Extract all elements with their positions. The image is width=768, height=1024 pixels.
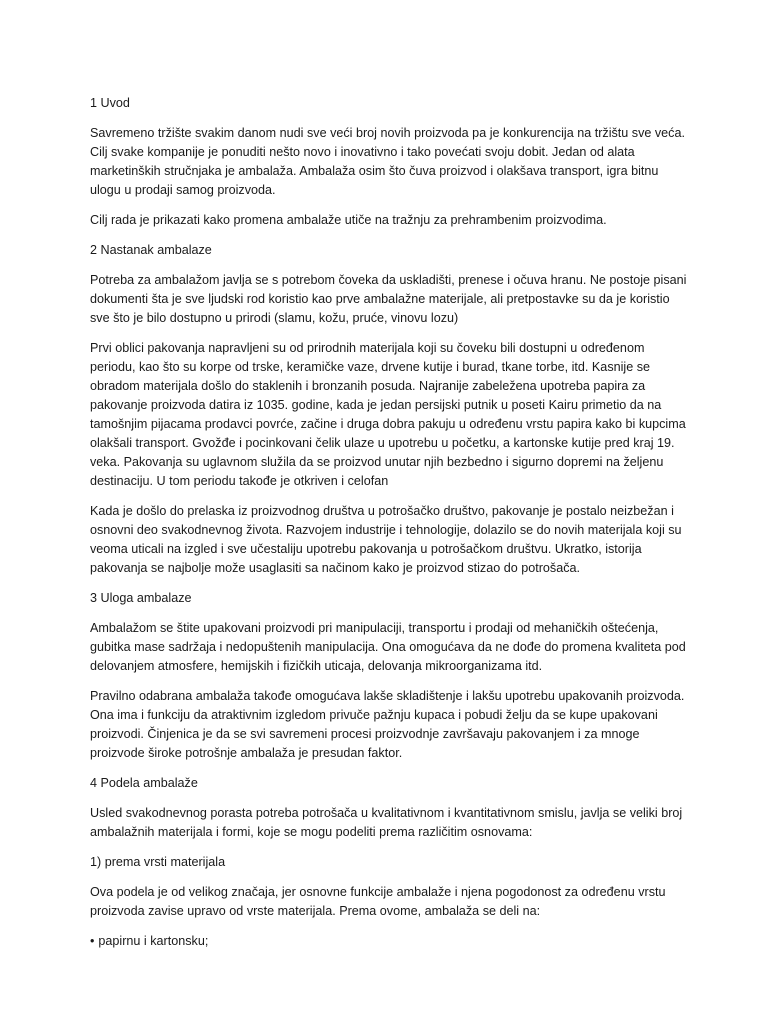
paragraph: Savremeno tržište svakim danom nudi sve veći broj novih proizvoda pa je konkurencija na tržištu sve veća. Cilj svake kompanije je ponuditi nešto novo i inovativno i tako povećati svoju dobit. Jedan od alata marketinških stručnjaka je ambalaža. Ambalaža osim što čuva proizvod i olakšava transport, igra bitnu ulogu u prodaji samog proizvoda. (90, 126, 685, 197)
paragraph: Ambalažom se štite upakovani proizvodi pri manipulaciji, transportu i prodaji od mehaničkih oštećenja, gubitka mase sadržaja i nedopuštenih manipulacija. Ona omogućava da ne dođe do promena kvaliteta pod delovanjem atmosfere, hemijskih i fizičkih uticaja, delovanja mikroorganizama itd. (90, 621, 686, 673)
paragraph: Kada je došlo do prelaska iz proizvodnog društva u potrošačko društvo, pakovanje je postalo neizbežan i osnovni deo svakodnevnog života. Razvojem industrije i tehnologije, dolazilo se do novih materijala koji su veoma uticali na izgled i sve učestaliju upotrebu pakovanja u potrošačkom društvu. Ukratko, istorija pakovanja se najbolje može usaglasiti sa načinom kako je proizvod stizao do potrošača. (90, 504, 682, 575)
section-heading-podela-ambalaze: 4 Podela ambalaže (90, 776, 198, 790)
bullet-item (90, 932, 690, 951)
bullet-text: papirnu i kartonsku; (98, 934, 209, 948)
section-heading-uvod: 1 Uvod (90, 96, 130, 110)
paragraph: Ova podela je od velikog značaja, jer osnovne funkcije ambalaže i njena pogodonost za određenu vrstu proizvoda zavise upravo od vrste materijala. Prema ovome, ambalaža se deli na: (90, 885, 666, 918)
paragraph: Prvi oblici pakovanja napravljeni su od prirodnih materijala koji su čoveku bili dostupni u određenom periodu, kao što su korpe od trske, keramičke vaze, drvene kutije i burad, tkane torbe, itd. Kasnije se obradom materijala došlo do staklenih i bronzanih posuda. Najranije zabeležena upotreba papira za pakovanje proizvoda datira iz 1035. godine, kada je jedan persijski putnik u poseti Kairu primetio da na tamošnjim pijacama prodavci povrće, začine i druga dobra pakuju u određenu vrstu papira kako bi kupcima olakšali transport. Gvožđe i pocinkovani čelik ulaze u upotrebu u početku, a kartonske kutije pred kraj 19. veka. Pakovanja su uglavnom služila da se proizvod unutar njih bezbedno i sigurno dopremi na željenu destinaciju. U tom periodu takođe je otkriven i celofan (90, 341, 686, 488)
section-heading-nastanak-ambalaze: 2 Nastanak ambalaze (90, 243, 212, 257)
paragraph: Usled svakodnevnog porasta potreba potrošača u kvalitativnom i kvantitativnom smislu, javlja se veliki broj ambalažnih materijala i formi, koje se mogu podeliti prema različitim osnovama: (90, 806, 683, 839)
section-heading-uloga-ambalaze: 3 Uloga ambalaze (90, 591, 192, 605)
document-page (90, 94, 690, 962)
paragraph: Potreba za ambalažom javlja se s potrebom čoveka da uskladišti, prenese i očuva hranu. Ne postoje pisani dokumenti šta je sve ljudski rod koristio kao prve ambalažne materijale, ali pretpostavke su da je koristio sve što je bilo dostupno u prirodi (slamu, kožu, pruće, vinovu lozu) (90, 273, 687, 325)
paragraph: Pravilno odabrana ambalaža takođe omogućava lakše skladištenje i lakšu upotrebu upakovanih proizvoda. Ona ima i funkciju da atraktivnim izgledom privuče pažnju kupaca i pobudi želju da se kupe upakovani proizvodi. Činjenica je da se svi savremeni procesi proizvodnje završavaju pakovanjem i za mnoge proizvode široke potrošnje ambalaža je presudan faktor. (90, 689, 685, 760)
paragraph: Cilj rada je prikazati kako promena ambalaže utiče na tražnju za prehrambenim proizvodima. (90, 213, 607, 227)
bullet-marker: • (90, 934, 95, 948)
subsection-heading-prema-vrsti-materijala: 1) prema vrsti materijala (90, 855, 226, 869)
